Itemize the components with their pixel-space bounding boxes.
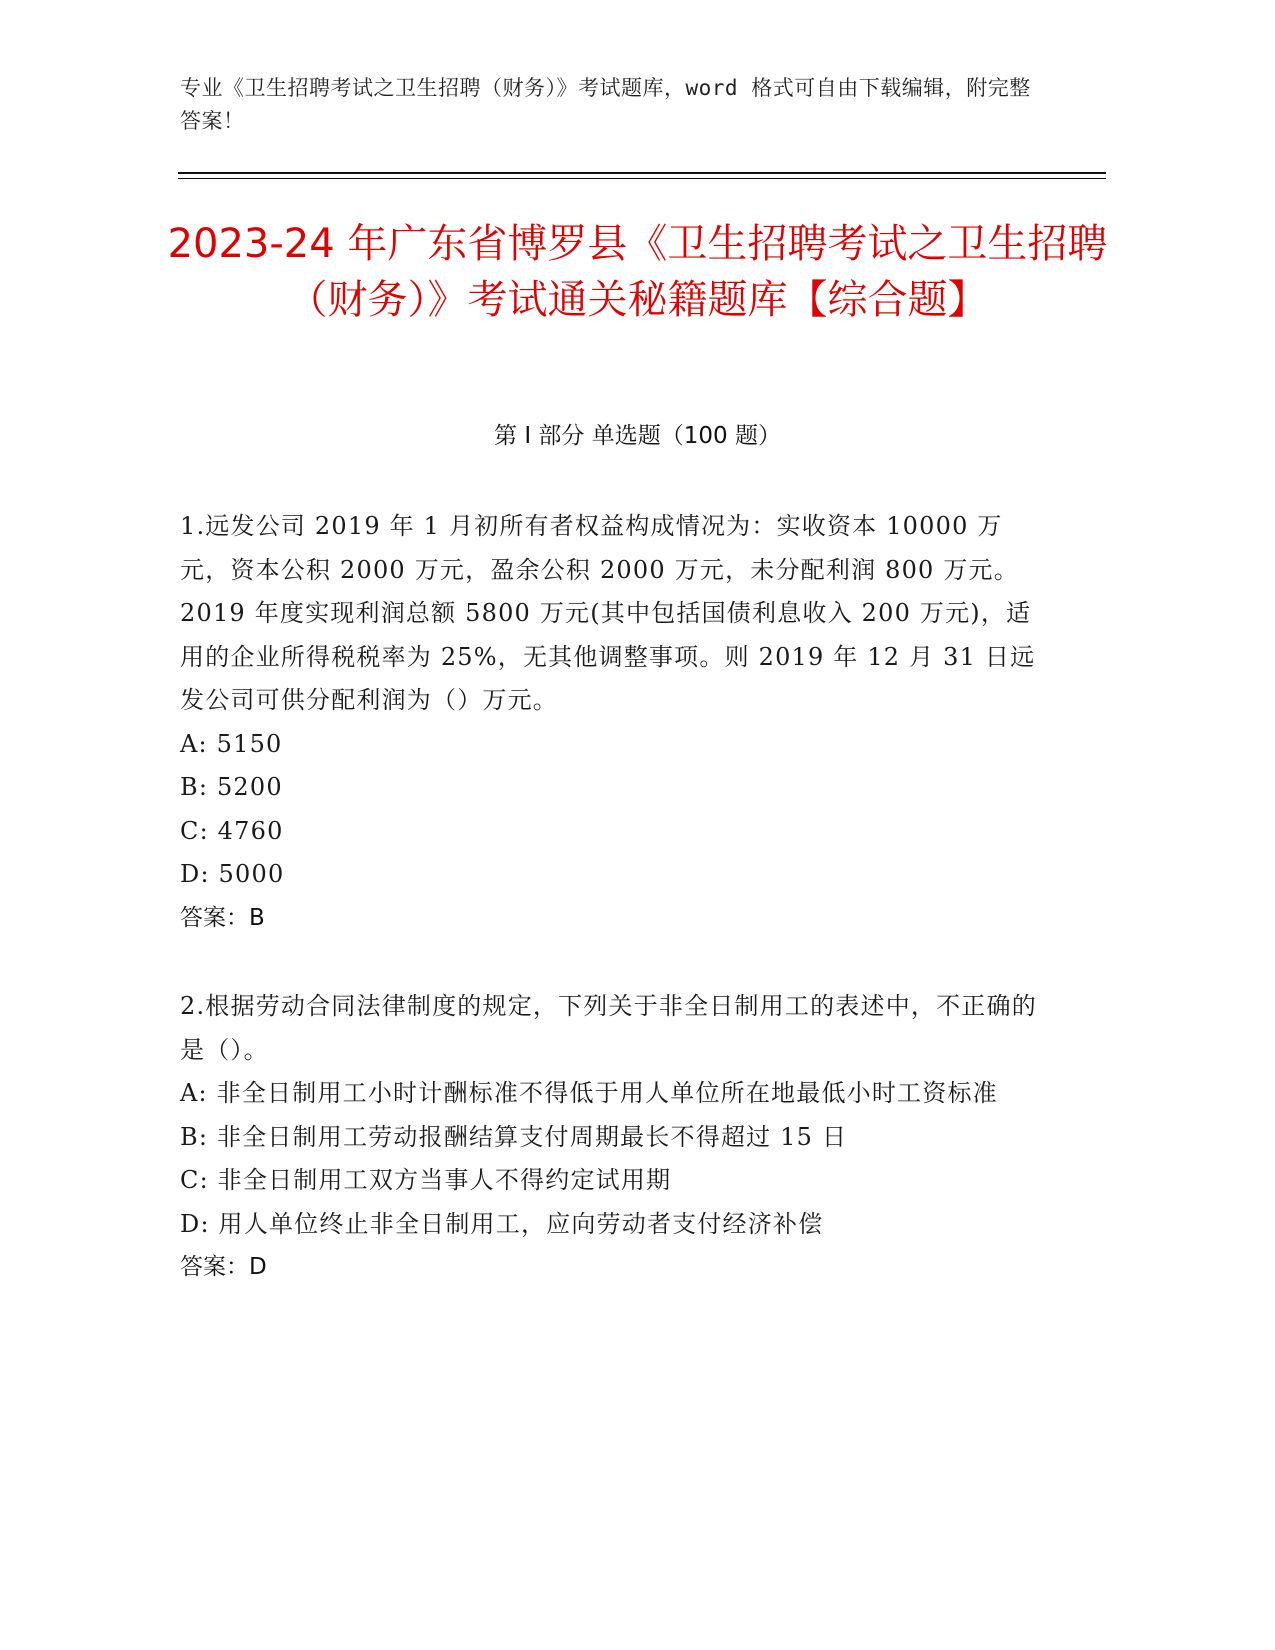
section-title: 第 I 部分 单选题（100 题） — [494, 423, 781, 449]
question-2 — [180, 985, 1040, 1290]
option-b: B: 非全日制用工劳动报酬结算支付周期最长不得超过 15 日 — [180, 1122, 848, 1151]
option-a: A: 非全日制用工小时计酬标准不得低于用人单位所在地最低小时工资标准 — [180, 1079, 998, 1107]
answer: 答案：D — [180, 1254, 267, 1280]
answer: 答案：B — [180, 904, 265, 931]
document-title: 2023-24 年广东省博罗县《卫生招聘考试之卫生招聘（财务）》考试通关秘籍题库【综合题】 — [167, 221, 1108, 323]
question-stem: 2.根据劳动合同法律制度的规定，下列关于非全日制用工的表述中，不正确的是（）。 — [180, 992, 1037, 1064]
option-c: C: 4760 — [180, 816, 284, 845]
question-1 — [180, 505, 1040, 940]
option-a: A: 5150 — [180, 729, 283, 758]
header-rule-thick — [178, 172, 1106, 174]
option-d: D: 用人单位终止非全日制用工，应向劳动者支付经济补偿 — [180, 1209, 824, 1238]
header-note: 专业《卫生招聘考试之卫生招聘（财务）》考试题库，word 格式可自由下载编辑，附完整答案！ — [180, 76, 1031, 133]
option-c: C: 非全日制用工双方当事人不得约定试用期 — [180, 1166, 672, 1194]
option-b: B: 5200 — [180, 773, 283, 801]
header-rule-thin — [178, 178, 1106, 179]
option-d: D: 5000 — [180, 860, 285, 888]
question-stem: 1.远发公司 2019 年 1 月初所有者权益构成情况为：实收资本 10000 万元，资本公积 2000 万元，盈余公积 2000 万元，未分配利润 800 万元。2019 年度实现利润总额 5800 万元(其中包括国债利息收入 200 万元)，适用的企业所得税税率为 25%，无其他调整事项。则 2019 年 12 月 31 日远发公司可供分配利润为（）万元。 — [180, 512, 1036, 714]
